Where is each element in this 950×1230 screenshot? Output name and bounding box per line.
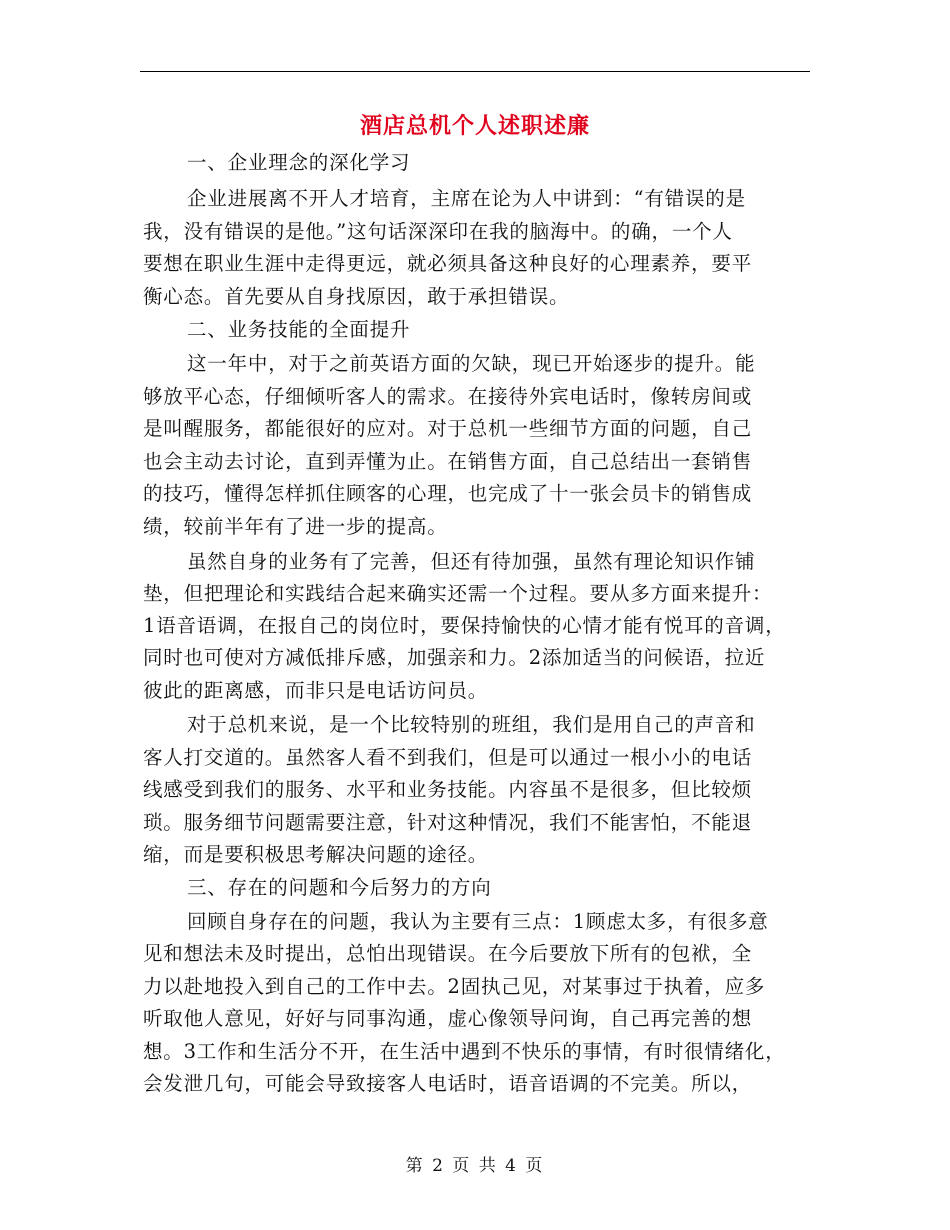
paragraph-line: 琐。服务细节问题需要注意，针对这种情况，我们不能害怕，不能退 xyxy=(143,811,753,834)
paragraph-line: 垫，但把理论和实践结合起来确实还需一个过程。要从多方面来提升： xyxy=(143,582,773,605)
header-rule xyxy=(140,71,810,72)
paragraph-line: 衡心态。首先要从自身找原因，敢于承担错误。 xyxy=(143,285,570,308)
paragraph-line: 听取他人意见，好好与同事沟通，虚心像领导问询，自己再完善的想 xyxy=(143,1007,753,1030)
paragraph-line: 企业进展离不开人才培育，主席在论为人中讲到：“有错误的是 xyxy=(187,187,746,210)
paragraph-line: 见和想法未及时提出，总怕出现错误。在今后要放下所有的包袱，全 xyxy=(143,942,753,965)
paragraph-line: 绩，较前半年有了进一步的提高。 xyxy=(143,515,448,538)
paragraph-line: 会发泄几句，可能会导致接客人电话时，语音语调的不完美。所以， xyxy=(143,1072,753,1095)
paragraph-line: 对于总机来说，是一个比较特别的班组，我们是用自己的声音和 xyxy=(187,713,756,736)
paragraph-line: 要想在职业生涯中走得更远，就必须具备这种良好的心理素养，要平 xyxy=(143,252,753,275)
section-heading-2: 二、业务技能的全面提升 xyxy=(187,318,411,341)
section-heading-3: 三、存在的问题和今后努力的方向 xyxy=(187,876,492,899)
paragraph-line: 想。3工作和生活分不开，在生活中遇到不快乐的事情，有时很情绪化， xyxy=(143,1040,786,1063)
page-footer: 第 2 页 共 4 页 xyxy=(405,1156,545,1176)
paragraph-line: 彼此的距离感，而非只是电话访问员。 xyxy=(143,679,489,702)
paragraph-line: 回顾自身存在的问题，我认为主要有三点：1顾虑太多，有很多意 xyxy=(187,910,769,933)
paragraph-line: 是叫醒服务，都能很好的应对。对于总机一些细节方面的问题，自己 xyxy=(143,417,753,440)
paragraph-line: 客人打交道的。虽然客人看不到我们，但是可以通过一根小小的电话 xyxy=(143,746,753,769)
paragraph-line: 线感受到我们的服务、水平和业务技能。内容虽不是很多，但比较烦 xyxy=(143,778,753,801)
document-title: 酒店总机个人述职述廉 xyxy=(359,113,590,139)
section-heading-1: 一、企业理念的深化学习 xyxy=(187,151,411,174)
paragraph-line: 虽然自身的业务有了完善，但还有待加强，虽然有理论知识作铺 xyxy=(187,550,756,573)
paragraph-line: 这一年中，对于之前英语方面的欠缺，现已开始逐步的提升。能 xyxy=(187,352,756,375)
paragraph-line: 1语音语调，在报自己的岗位时，要保持愉快的心情才能有悦耳的音调， xyxy=(143,614,786,637)
paragraph-line: 同时也可使对方减低排斥感，加强亲和力。2添加适当的问候语，拉近 xyxy=(143,646,766,669)
paragraph-line: 的技巧，懂得怎样抓住顾客的心理，也完成了十一张会员卡的销售成 xyxy=(143,482,753,505)
paragraph-line: 我，没有错误的是他。”这句话深深印在我的脑海中。的确，一个人 xyxy=(143,220,733,243)
paragraph-line: 缩，而是要积极思考解决问题的途径。 xyxy=(143,843,489,866)
paragraph-line: 够放平心态，仔细倾听客人的需求。在接待外宾电话时，像转房间或 xyxy=(143,385,753,408)
paragraph-line: 也会主动去讨论，直到弄懂为止。在销售方面，自己总结出一套销售 xyxy=(143,450,753,473)
paragraph-line: 力以赴地投入到自己的工作中去。2固执己见，对某事过于执着，应多 xyxy=(143,975,766,998)
